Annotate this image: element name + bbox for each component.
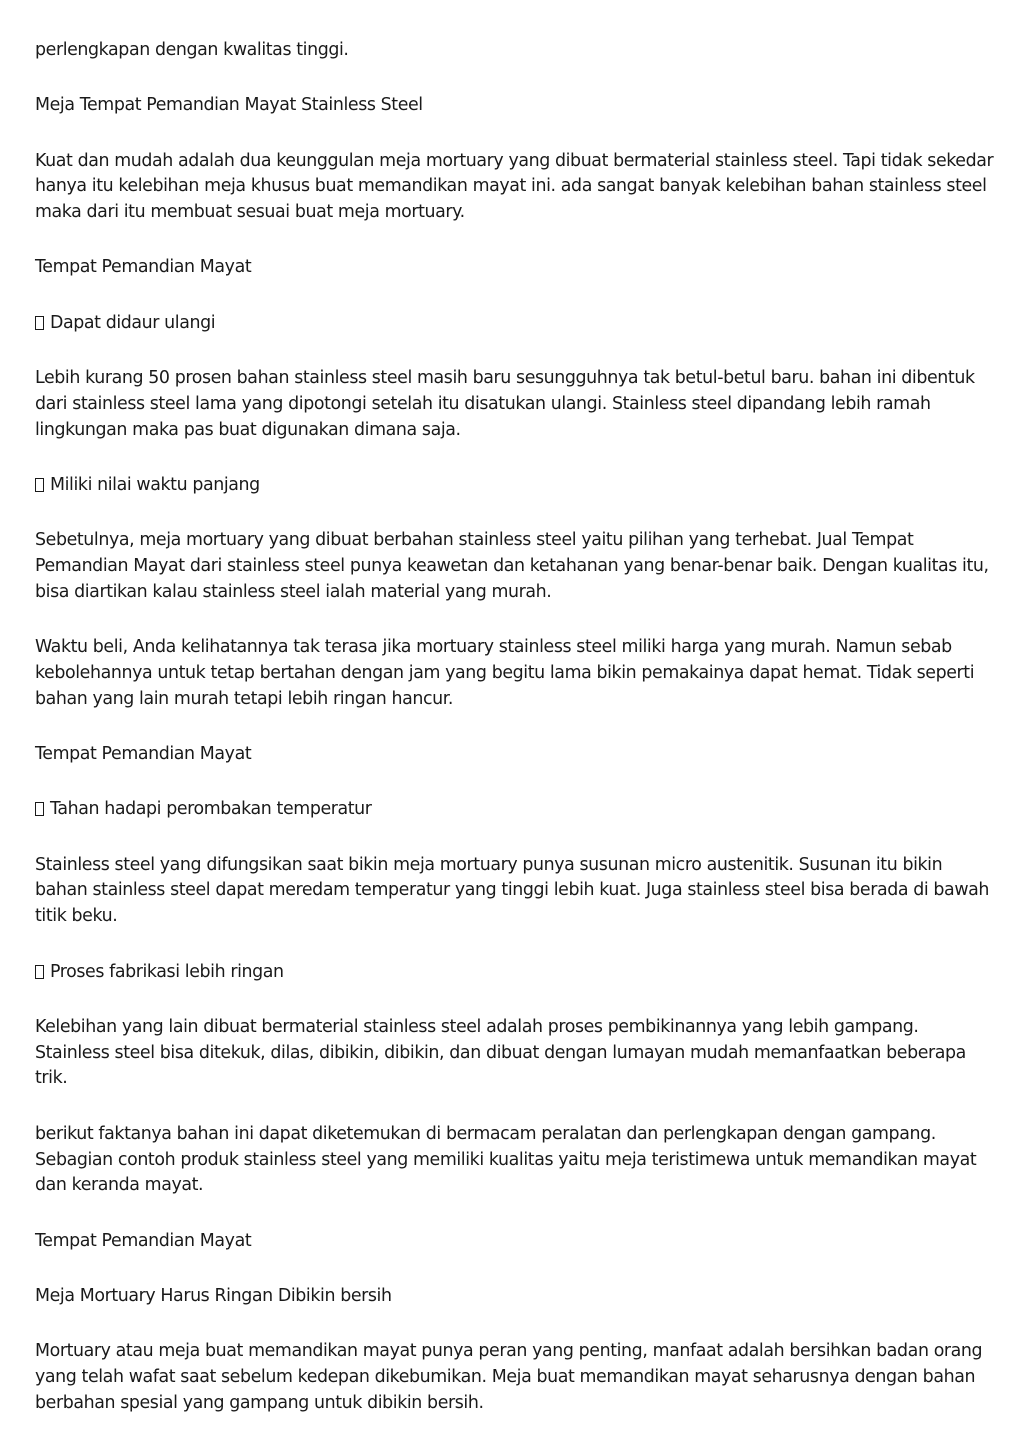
paragraph-18: [35, 1339, 995, 1416]
bullet-item: [35, 473, 995, 499]
paragraph-8: [35, 528, 995, 605]
paragraph-text: Tahan hadapi perombakan temperatur: [50, 799, 372, 820]
paragraph-text: perlengkapan dengan kwalitas tinggi.: [35, 40, 349, 60]
bullet-item: [35, 797, 995, 823]
paragraph-text: Proses fabrikasi lebih ringan: [50, 961, 284, 982]
paragraph-text: berikut faktanya bahan ini dapat diketemukan di bermacam peralatan dan perlengkapan dengan gampang. Sebagian contoh produk stainless steel yang memiliki kualitas yaitu meja teristimewa untuk memandikan mayat dan keranda mayat.: [35, 1123, 977, 1196]
paragraph-text: Stainless steel yang difungsikan saat bikin meja mortuary punya susunan micro austenitik. Susunan itu bikin bahan stainless steel dapat meredam temperatur yang tinggi lebih kuat. Juga stainless steel bisa berada di bawah titik beku.: [35, 854, 990, 927]
section-heading: [35, 93, 995, 119]
paragraph-text: Lebih kurang 50 prosen bahan stainless steel masih baru sesungguhnya tak betul-betul baru. bahan ini dibentuk dari stainless steel lama yang dipotongi setelah itu disatukan ulangi. Stainless steel dipandang lebih ramah lingkungan maka pas buat digunakan dimana saja.: [35, 368, 975, 440]
paragraph-12: [35, 853, 995, 930]
paragraph-text: Meja Tempat Pemandian Mayat Stainless Steel: [35, 95, 423, 116]
paragraph-3: [35, 149, 995, 226]
missing-glyph-icon: [35, 965, 44, 979]
paragraph-text: Tempat Pemandian Mayat: [35, 257, 252, 278]
paragraph-14: [35, 1015, 995, 1092]
paragraph-15: [35, 1122, 995, 1199]
paragraph-text: Tempat Pemandian Mayat: [35, 744, 252, 765]
paragraph-text: Kuat dan mudah adalah dua keunggulan meja mortuary yang dibuat bermaterial stainless steel. Tapi tidak sekedar hanya itu kelebihan meja khusus buat memandikan mayat ini. ada sangat banyak kelebihan bahan stainless steel maka dari itu membuat sesuai buat meja mortuary.: [35, 150, 994, 223]
missing-glyph-icon: [35, 316, 44, 330]
paragraph-9: [35, 635, 995, 712]
paragraph-text: Meja Mortuary Harus Ringan Dibikin bersih: [35, 1285, 392, 1306]
bullet-item: [35, 960, 995, 986]
paragraph-text: Miliki nilai waktu panjang: [50, 474, 260, 495]
paragraph-text: Kelebihan yang lain dibuat bermaterial stainless steel adalah proses pembikinannya yang lebih gampang. Stainless steel bisa ditekuk, dilas, dibikin, dibikin, dan dibuat dengan lumayan mudah memanfaatkan beberapa trik.: [35, 1016, 966, 1089]
section-heading: [35, 1284, 995, 1310]
section-heading: [35, 1229, 995, 1255]
paragraph-text: Dapat didaur ulangi: [50, 312, 216, 333]
section-heading: [35, 255, 995, 281]
missing-glyph-icon: [35, 802, 44, 816]
missing-glyph-icon: [35, 478, 44, 492]
bullet-item: [35, 311, 995, 337]
paragraph-text: Tempat Pemandian Mayat: [35, 1230, 252, 1251]
paragraph-text: Sebetulnya, meja mortuary yang dibuat berbahan stainless steel yaitu pilihan yang terhebat. Jual Tempat Pemandian Mayat dari stainless steel punya keawetan dan ketahanan yang benar-benar baik. Dengan kualitas itu, bisa diartikan kalau stainless steel ialah material yang murah.: [35, 530, 989, 602]
paragraph-1: [35, 38, 995, 64]
paragraph-6: [35, 366, 995, 443]
paragraph-text: Waktu beli, Anda kelihatannya tak terasa jika mortuary stainless steel miliki harga yang murah. Namun sebab kebolehannya untuk tetap bertahan dengan jam yang begitu lama bikin pemakainya dapat hemat. Tidak seperti bahan yang lain murah tetapi lebih ringan hancur.: [35, 637, 975, 709]
paragraph-text: Mortuary atau meja buat memandikan mayat punya peran yang penting, manfaat adalah bersihkan badan orang yang telah wafat saat sebelum kedepan dikebumikan. Meja buat memandikan mayat seharusnya dengan bahan berbahan spesial yang gampang untuk dibikin bersih.: [35, 1341, 983, 1413]
section-heading: [35, 742, 995, 768]
document-page: [35, 38, 995, 1446]
